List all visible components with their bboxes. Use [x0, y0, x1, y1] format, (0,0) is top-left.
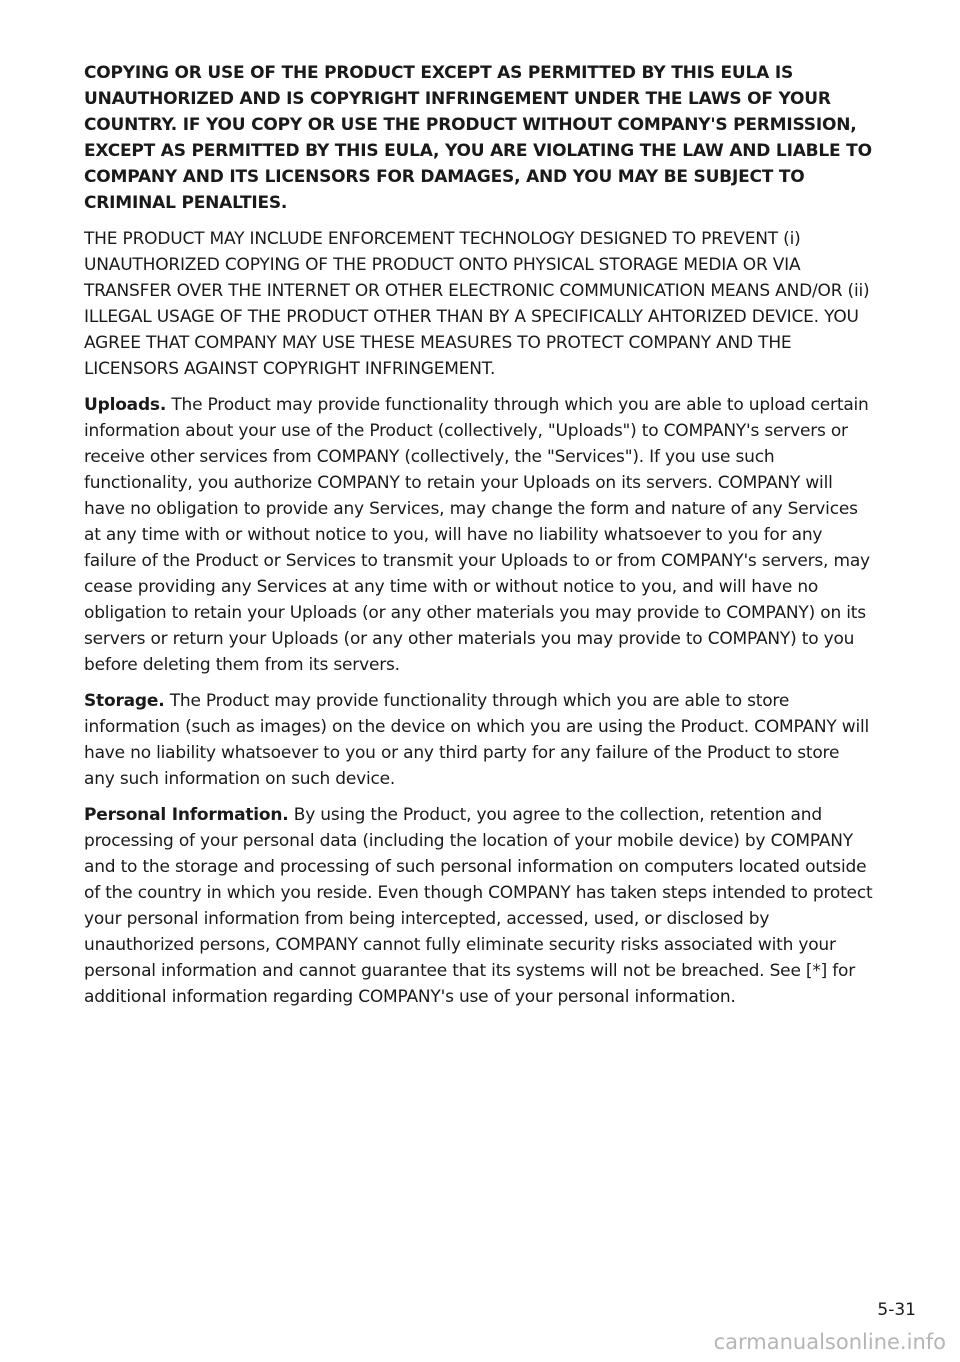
storage-paragraph: [84, 688, 874, 792]
personal-information-paragraph: [84, 802, 874, 1010]
uploads-term: Uploads.: [84, 395, 167, 415]
watermark: carmanualsonline.info: [713, 1330, 946, 1354]
storage-term: Storage.: [84, 691, 165, 711]
page-content: [84, 60, 874, 1020]
uploads-body: The Product may provide functionality through which you are able to upload certain information about your use of the Product (collectively, "Uploads") to COMPANY's servers or receive other services from COMPANY (collectively, the "Services"). If you use such functionality, you authorize COMPANY to retain your Uploads on its servers. COMPANY will have no obligation to provide any Services, may change the form and nature of any Services at any time with or without notice to you, will have no liability whatsoever to you for any failure of the Product or Services to transmit your Uploads to or from COMPANY's servers, may cease providing any Services at any time with or without notice to you, and will have no obligation to retain your Uploads (or any other materials you may provide to COMPANY) on its servers or return your Uploads (or any other materials you may provide to COMPANY) to you before deleting them from its servers.: [84, 395, 870, 675]
page-number: 5-31: [877, 1300, 916, 1320]
personal-information-body: By using the Product, you agree to the collection, retention and processing of your personal data (including the location of your mobile device) by COMPANY and to the storage and processing of such personal information on computers located outside of the country in which you reside. Even though COMPANY has taken steps intended to protect your personal information from being intercepted, accessed, used, or disclosed by unauthorized persons, COMPANY cannot fully eliminate security risks associated with your personal information and cannot guarantee that its systems will not be breached. See [*] for additional information regarding COMPANY's use of your personal information.: [84, 805, 873, 1007]
enforcement-technology-paragraph: THE PRODUCT MAY INCLUDE ENFORCEMENT TECHNOLOGY DESIGNED TO PREVENT (i) UNAUTHORIZED COPYING OF THE PRODUCT ONTO PHYSICAL STORAGE MEDIA OR VIA TRANSFER OVER THE INTERNET OR OTHER ELECTRONIC COMMUNICATION MEANS AND/OR (ii) ILLEGAL USAGE OF THE PRODUCT OTHER THAN BY A SPECIFICALLY AHTORIZED DEVICE. YOU AGREE THAT COMPANY MAY USE THESE MEASURES TO PROTECT COMPANY AND THE LICENSORS AGAINST COPYRIGHT INFRINGEMENT.: [84, 229, 870, 379]
copyright-warning-paragraph: COPYING OR USE OF THE PRODUCT EXCEPT AS PERMITTED BY THIS EULA IS UNAUTHORIZED AND IS COPYRIGHT INFRINGEMENT UNDER THE LAWS OF YOUR COUNTRY. IF YOU COPY OR USE THE PRODUCT WITHOUT COMPANY'S PERMISSION, EXCEPT AS PERMITTED BY THIS EULA, YOU ARE VIOLATING THE LAW AND LIABLE TO COMPANY AND ITS LICENSORS FOR DAMAGES, AND YOU MAY BE SUBJECT TO CRIMINAL PENALTIES.: [84, 63, 872, 213]
storage-body: The Product may provide functionality through which you are able to store information (such as images) on the device on which you are using the Product. COMPANY will have no liability whatsoever to you or any third party for any failure of the Product to store any such information on such device.: [84, 691, 870, 789]
uploads-paragraph: [84, 392, 874, 678]
personal-information-term: Personal Information.: [84, 805, 289, 825]
